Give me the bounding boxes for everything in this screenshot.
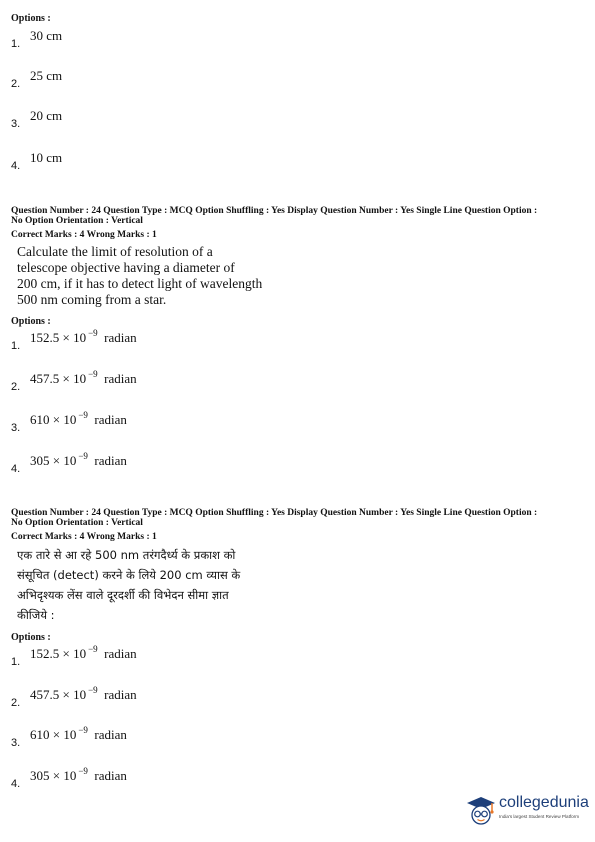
option-unit: radian xyxy=(104,371,137,386)
option-text xyxy=(30,330,137,346)
option-number: 4. xyxy=(11,160,21,172)
question-text xyxy=(17,244,262,308)
option-text xyxy=(30,412,127,428)
question-line: कीजिये : xyxy=(17,608,55,622)
option-number: 2. xyxy=(11,381,21,393)
question-text-hindi xyxy=(17,545,287,625)
option-text xyxy=(30,371,137,387)
option-exponent: −9 xyxy=(88,644,98,654)
collegedunia-logo xyxy=(465,792,590,832)
option-number: 4. xyxy=(11,778,21,790)
option-value: 610 × 10 xyxy=(30,412,77,427)
options-label: Options : xyxy=(11,13,51,24)
option-unit: radian xyxy=(94,453,127,468)
question-line: अभिदृश्यक लेंस वाले दूरदर्शी की विभेदन सीमा ज्ञात xyxy=(17,588,229,602)
option-value: 305 × 10 xyxy=(30,768,77,783)
logo-tagline: India's largest Student Review Platform xyxy=(499,814,580,819)
question-line: एक तारे से आ रहे 500 nm तरंगदैर्ध्य के प्रकाश को xyxy=(17,548,236,562)
option-exponent: −9 xyxy=(78,766,88,776)
option-unit: radian xyxy=(94,768,127,783)
question-line: Calculate the limit of resolution of a xyxy=(17,244,213,259)
logo-wordmark: collegedunia xyxy=(499,794,589,811)
option-number: 2. xyxy=(11,78,21,90)
option-exponent: −9 xyxy=(88,369,98,379)
option-number: 2. xyxy=(11,697,21,709)
option-number: 3. xyxy=(11,422,21,434)
option-value: 152.5 × 10 xyxy=(30,646,87,661)
option-value: 457.5 × 10 xyxy=(30,371,87,386)
question-line: 500 nm coming from a star. xyxy=(17,292,167,307)
option-text xyxy=(30,768,127,784)
option-text: 10 cm xyxy=(30,150,63,165)
options-label: Options : xyxy=(11,316,51,327)
question-header-cont: No Option Orientation : Vertical xyxy=(11,216,143,226)
question-line: संसूचित (detect) करने के लिये 200 cm व्यास के xyxy=(17,568,241,582)
graduate-mascot-icon xyxy=(465,794,497,828)
option-text xyxy=(30,453,127,469)
question-header: Question Number : 24 Question Type : MCQ Option Shuffling : Yes Display Question Number : Yes Single Line Question Option : xyxy=(11,508,538,518)
option-value: 305 × 10 xyxy=(30,453,77,468)
options-label: Options : xyxy=(11,632,51,643)
option-value: 152.5 × 10 xyxy=(30,330,87,345)
question-line: telescope objective having a diameter of xyxy=(17,260,235,275)
option-exponent: −9 xyxy=(88,328,98,338)
option-unit: radian xyxy=(94,412,127,427)
option-number: 3. xyxy=(11,118,21,130)
option-unit: radian xyxy=(104,646,137,661)
option-text xyxy=(30,646,137,662)
option-text xyxy=(30,687,137,703)
option-exponent: −9 xyxy=(78,451,88,461)
marks-info: Correct Marks : 4 Wrong Marks : 1 xyxy=(11,532,157,542)
option-text: 30 cm xyxy=(30,28,63,43)
option-exponent: −9 xyxy=(78,725,88,735)
option-exponent: −9 xyxy=(78,410,88,420)
option-number: 1. xyxy=(11,340,21,352)
option-number: 1. xyxy=(11,656,21,668)
option-unit: radian xyxy=(94,727,127,742)
option-text: 25 cm xyxy=(30,68,63,83)
option-unit: radian xyxy=(104,330,137,345)
option-exponent: −9 xyxy=(88,685,98,695)
option-text: 20 cm xyxy=(30,108,63,123)
question-header-cont: No Option Orientation : Vertical xyxy=(11,518,143,528)
option-number: 1. xyxy=(11,38,21,50)
option-number: 4. xyxy=(11,463,21,475)
option-value: 457.5 × 10 xyxy=(30,687,87,702)
question-header: Question Number : 24 Question Type : MCQ Option Shuffling : Yes Display Question Number : Yes Single Line Question Option : xyxy=(11,206,538,216)
marks-info: Correct Marks : 4 Wrong Marks : 1 xyxy=(11,230,157,240)
option-value: 610 × 10 xyxy=(30,727,77,742)
option-unit: radian xyxy=(104,687,137,702)
option-number: 3. xyxy=(11,737,21,749)
option-text xyxy=(30,727,127,743)
question-line: 200 cm, if it has to detect light of wavelength xyxy=(17,276,263,291)
